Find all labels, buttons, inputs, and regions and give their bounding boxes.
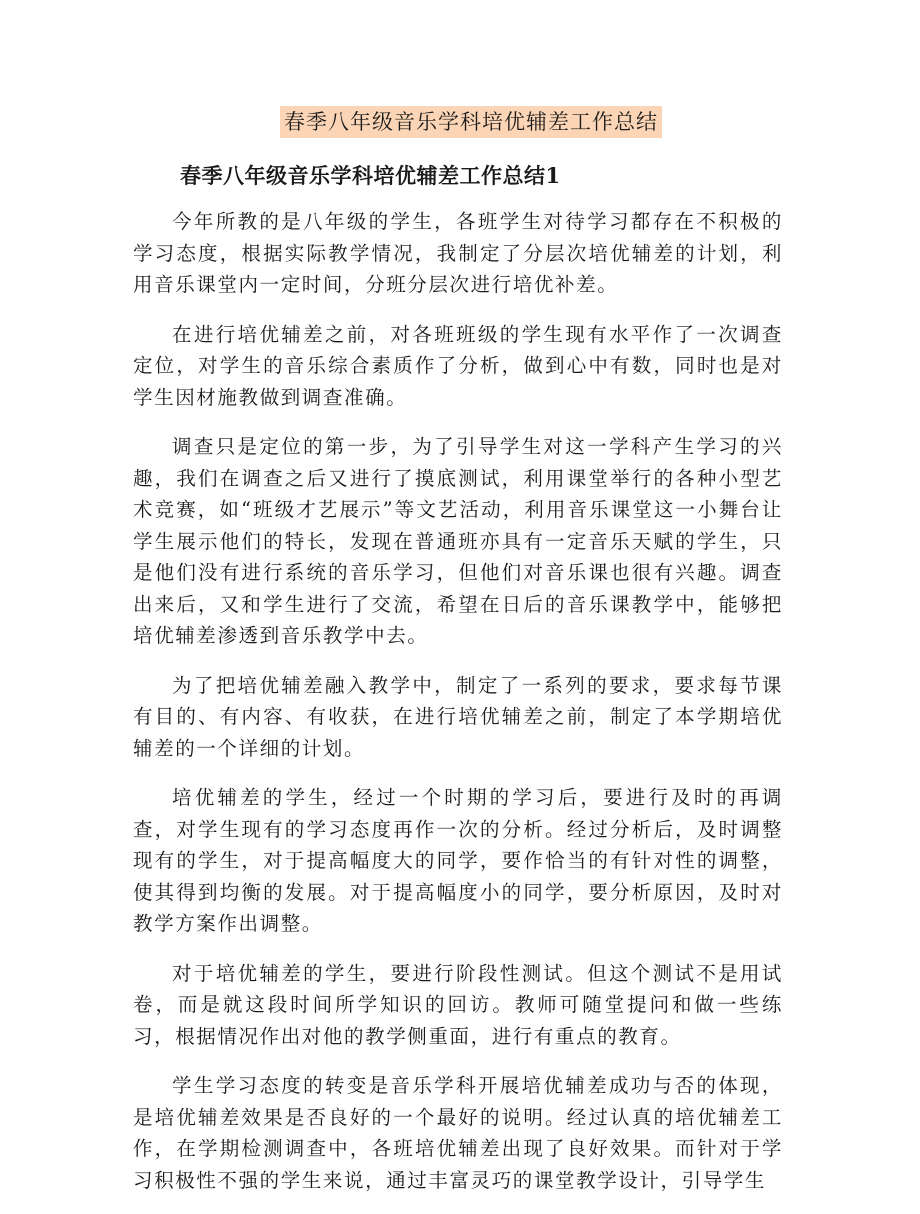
document-title: 春季八年级音乐学科培优辅差工作总结 [280,106,662,138]
document-body [133,206,783,1214]
paragraph-2: 在进行培优辅差之前，对各班班级的学生现有水平作了一次调查定位，对学生的音乐综合素质作了分析，做到心中有数，同时也是对学生因材施教做到调查准确。 [133,322,783,409]
document-title-container [0,106,920,138]
paragraph-5: 培优辅差的学生，经过一个时期的学习后，要进行及时的再调查，对学生现有的学习态度再作一次的分析。经过分析后，及时调整现有的学生，对于提高幅度大的同学，要作恰当的有针对性的调整，使其得到均衡的发展。对于提高幅度小的同学，要分析原因，及时对教学方案作出调整。 [133,786,783,935]
paragraph-1: 今年所教的是八年级的学生，各班学生对待学习都存在不积极的学习态度，根据实际教学情况，我制定了分层次培优辅差的计划，利用音乐课堂内一定时间，分班分层次进行培优补差。 [133,210,783,296]
paragraph-4: 为了把培优辅差融入教学中，制定了一系列的要求，要求每节课有目的、有内容、有收获，在进行培优辅差之前，制定了本学期培优辅差的一个详细的计划。 [133,673,783,760]
paragraph-7: 学生学习态度的转变是音乐学科开展培优辅差成功与否的体现，是培优辅差效果是否良好的一个最好的说明。经过认真的培优辅差工作，在学期检测调查中，各班培优辅差出现了良好效果。而针对于学习积极性不强的学生来说，通过丰富灵巧的课堂教学设计，引导学生 [133,1074,783,1192]
paragraph-6: 对于培优辅差的学生，要进行阶段性测试。但这个测试不是用试卷，而是就这段时间所学知识的回访。教师可随堂提问和做一些练习，根据情况作出对他的教学侧重面，进行有重点的教育。 [133,961,783,1048]
paragraph-3: 调查只是定位的第一步，为了引导学生对这一学科产生学习的兴趣，我们在调查之后又进行了摸底测试，利用课堂举行的各种小型艺术竞赛，如“班级才艺展示”等文艺活动，利用音乐课堂这一小舞台让学生展示他们的特长，发现在普通班亦具有一定音乐天赋的学生，只是他们没有进行系统的音乐学习，但他们对音乐课也很有兴趣。调查出来后，又和学生进行了交流，希望在日后的音乐课教学中，能够把培优辅差渗透到音乐教学中去。 [133,435,783,647]
section-heading: 春季八年级音乐学科培优辅差工作总结1 [180,163,561,188]
